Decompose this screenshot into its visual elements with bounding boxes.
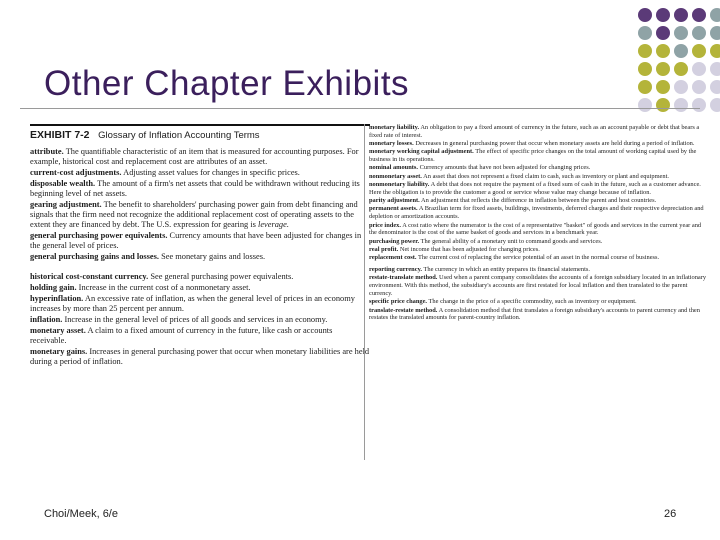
- glossary-definition: A cost ratio where the numerator is the cost of a representative "basket" of goods and services in the current year and the denominator is the cost of the same basket of goods and services in a benchmark year.: [369, 221, 702, 237]
- dot-lavender: [692, 62, 706, 76]
- glossary-entry: [369, 274, 710, 297]
- dot-slate: [710, 26, 720, 40]
- glossary-entry: [369, 246, 710, 254]
- exhibit-left-column: [30, 124, 370, 420]
- page-number: 26: [664, 508, 677, 520]
- glossary-definition: The currency in which an entity prepares its financial statements.: [423, 266, 590, 274]
- glossary-entry: [369, 205, 710, 221]
- glossary-term: translate-restate method.: [369, 306, 438, 314]
- glossary-entry: [30, 200, 370, 230]
- glossary-term: historical cost-constant currency.: [30, 272, 149, 281]
- glossary-term: permanent assets.: [369, 205, 418, 213]
- glossary-entry: [30, 272, 370, 282]
- glossary-entry: [369, 124, 710, 140]
- dot-olive: [692, 44, 706, 58]
- glossary-term: current-cost adjustments.: [30, 168, 122, 177]
- dot-lavender: [710, 98, 720, 112]
- glossary-definition: An excessive rate of inflation, as when the general level of prices in an economy increases by more than 25 percent per annum.: [30, 294, 355, 313]
- glossary-definition: Currency amounts that have been adjusted for changes in the general level of prices.: [30, 231, 362, 250]
- glossary-definition: The benefit to shareholders' purchasing power gain from debt financing and signals that the firm need not recognize the additional replacement cost of operating assets to the extent they are financed by debt. The U.S. expression for gearing is: [30, 200, 358, 229]
- glossary-term: replacement cost.: [369, 254, 417, 262]
- dot-olive: [656, 80, 670, 94]
- dot-grid-decoration: [596, 0, 720, 112]
- glossary-entry: [369, 222, 710, 238]
- glossary-term: nonmonetary liability.: [369, 181, 430, 189]
- dot-olive: [656, 44, 670, 58]
- glossary-term: monetary liability.: [369, 124, 420, 131]
- glossary-term: restate-translate method.: [369, 274, 438, 282]
- glossary-entry: [369, 140, 710, 148]
- exhibit-caption: Glossary of Inflation Accounting Terms: [98, 130, 260, 141]
- dot-purple: [656, 26, 670, 40]
- dot-purple: [692, 8, 706, 22]
- glossary-entry: [369, 164, 710, 172]
- glossary-term: disposable wealth.: [30, 179, 96, 188]
- glossary-definition: The general ability of a monetary unit to command goods and services.: [420, 237, 603, 245]
- glossary-entry: [30, 231, 370, 251]
- glossary-definition: See general purchasing power equivalents.: [150, 272, 294, 281]
- glossary-term: monetary working capital adjustment.: [369, 148, 474, 156]
- glossary-definition: A consolidation method that first translates a foreign subsidiary's accounts to parent currency and then restates the translated amounts for parent-country inflation.: [369, 306, 700, 322]
- dot-olive: [674, 62, 688, 76]
- dot-olive: [656, 98, 670, 112]
- glossary-entry: [30, 294, 370, 314]
- glossary-definition: The change in the price of a specific commodity, such as inventory or equipment.: [428, 298, 637, 306]
- glossary-definition: An asset that does not represent a fixed claim to cash, such as inventory or plant and equipment.: [423, 172, 669, 180]
- dot-slate: [692, 26, 706, 40]
- dot-lavender: [710, 80, 720, 94]
- exhibit-header: [30, 124, 370, 141]
- glossary-term: holding gain.: [30, 283, 77, 292]
- glossary-term: attribute.: [30, 147, 64, 156]
- glossary-definition: The current cost of replacing the service potential of an asset in the normal course of business.: [417, 254, 660, 262]
- dot-slate: [674, 44, 688, 58]
- glossary-entry: [369, 173, 710, 181]
- dot-lavender: [674, 80, 688, 94]
- glossary-term: inflation.: [30, 315, 63, 324]
- glossary-entry: [369, 307, 710, 323]
- dot-olive: [638, 62, 652, 76]
- dot-lavender: [674, 98, 688, 112]
- glossary-term: nominal amounts.: [369, 164, 419, 172]
- dot-lavender: [692, 80, 706, 94]
- glossary-entry: [369, 298, 710, 306]
- glossary-entry: [369, 197, 710, 205]
- glossary-term: purchasing power.: [369, 237, 420, 245]
- glossary-entry: [369, 181, 710, 197]
- glossary-entry: [369, 254, 710, 262]
- glossary-definition: Increase in the current cost of a nonmonetary asset.: [78, 283, 251, 292]
- glossary-entry: [30, 315, 370, 325]
- dot-slate: [674, 26, 688, 40]
- slide-title: Other Chapter Exhibits: [44, 64, 410, 103]
- exhibit-right-column: [364, 124, 710, 460]
- glossary-term: general purchasing power equivalents.: [30, 231, 168, 240]
- glossary-definition: The amount of a firm's net assets that could be withdrawn without reducing its beginning level of net assets.: [30, 179, 360, 198]
- glossary-entry: [30, 147, 370, 167]
- glossary-definition: Increase in the general level of prices of all goods and services in an economy.: [64, 315, 328, 324]
- glossary-entry: [30, 168, 370, 178]
- glossary-term: reporting currency.: [369, 266, 423, 274]
- glossary-definition: A debt that does not require the payment of a fixed sum of cash in the future, such as a customer advance. Here the obligation is to provide the customer a good or service whose value may change because of inflation.: [369, 181, 701, 196]
- dot-lavender: [692, 98, 706, 112]
- dot-lavender: [710, 62, 720, 76]
- dot-lavender: [638, 98, 652, 112]
- glossary-entry: [30, 283, 370, 293]
- glossary-definition: The quantifiable characteristic of an item that is measured for accounting purposes. For example, historical cost and replacement cost are attributes of an asset.: [30, 147, 359, 166]
- dot-slate: [710, 8, 720, 22]
- glossary-entry: [369, 238, 710, 246]
- dot-olive: [638, 80, 652, 94]
- glossary-entry: [30, 326, 370, 346]
- glossary-term: nonmonetary asset.: [369, 172, 422, 180]
- exhibit-number: EXHIBIT 7-2: [30, 129, 90, 141]
- glossary-definition: A Brazilian term for fixed assets, buildings, investments, deferred charges and their respective depreciation and depletion or amortization accounts.: [369, 205, 704, 221]
- glossary-term: general purchasing gains and losses.: [30, 252, 159, 261]
- glossary-term: specific price change.: [369, 298, 428, 306]
- dot-olive: [638, 44, 652, 58]
- glossary-definition: See monetary gains and losses.: [161, 252, 266, 261]
- glossary-entry: [369, 148, 710, 164]
- dot-purple: [656, 8, 670, 22]
- glossary-term: parity adjustment.: [369, 197, 420, 205]
- dot-purple: [674, 8, 688, 22]
- glossary-term: monetary losses.: [369, 140, 414, 148]
- glossary-definition: Used when a parent company consolidates the accounts of a foreign subsidiary located in an inflationary environment. With this method, the subsidiary's accounts are first restated for local inflation and then translated to the parent currency.: [369, 274, 707, 297]
- glossary-term: hyperinflation.: [30, 294, 84, 303]
- glossary-definition: Adjusting asset values for changes in specific prices.: [123, 168, 300, 177]
- glossary-definition: Currency amounts that have not been adjusted for changing prices.: [419, 164, 591, 172]
- glossary-list-right: [369, 124, 710, 322]
- glossary-definition: Net income that has been adjusted for changing prices.: [399, 245, 540, 253]
- glossary-list-left: [30, 147, 370, 367]
- footer-credit: Choi/Meek, 6/e: [44, 508, 118, 520]
- glossary-entry: [30, 347, 370, 367]
- glossary-definition: A claim to a fixed amount of currency in the future, like cash or accounts receivable.: [30, 326, 333, 345]
- title-divider: [20, 108, 700, 109]
- glossary-definition: An obligation to pay a fixed amount of currency in the future, such as an account payable or debt that bears a fixed rate of interest.: [369, 124, 700, 139]
- glossary-definition: The effect of specific price changes on the total amount of working capital used by the business in its operations.: [369, 148, 697, 164]
- dot-olive: [710, 44, 720, 58]
- glossary-entry: [369, 266, 710, 274]
- glossary-definition: Increases in general purchasing power that occur when monetary liabilities are held during a period of inflation.: [30, 347, 370, 366]
- glossary-definition: Decreases in general purchasing power that occur when monetary assets are held during a period of inflation.: [415, 140, 695, 148]
- dot-slate: [638, 26, 652, 40]
- glossary-entry: [30, 179, 370, 199]
- glossary-term: monetary asset.: [30, 326, 86, 335]
- glossary-term: monetary gains.: [30, 347, 88, 356]
- dot-olive: [656, 62, 670, 76]
- dot-purple: [638, 8, 652, 22]
- glossary-definition: An adjustment that reflects the difference in inflation between the parent and host countries.: [421, 197, 657, 205]
- glossary-term: real profit.: [369, 245, 399, 253]
- glossary-term: price index.: [369, 221, 401, 229]
- glossary-term: gearing adjustment.: [30, 200, 102, 209]
- glossary-entry: [30, 252, 370, 262]
- glossary-emphasis: leverage.: [258, 220, 289, 229]
